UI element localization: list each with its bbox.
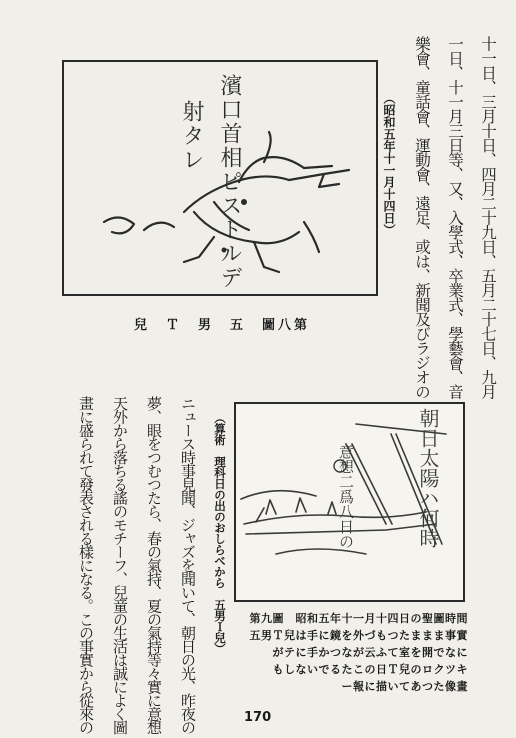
caption-line: 第九圖 昭和五年十一月十四日の聖圖時間 <box>249 612 468 625</box>
figure-8-drawing-text: 射タレ <box>179 100 204 172</box>
bottom-body-text <box>55 396 205 734</box>
caption-line: 五男Ｔ兒は手に鏡を外づもつたままま事實 <box>249 629 468 642</box>
figure-8-date: （昭和五年十一月十四日） <box>382 92 396 236</box>
caption-line: もしないでるたこの日Ｔ兒のロクツキ <box>272 663 468 676</box>
figure-8-drawing-text: 濱口首相ピストルデ <box>217 74 242 290</box>
figure-9-caption <box>236 610 468 700</box>
caption-line: ー報に描いてあつた像畫 <box>341 680 468 693</box>
top-body-text <box>405 36 505 399</box>
figure-9-drawing-text: 意想二爲八日の <box>337 444 355 549</box>
body-line: ニュース時事見聞、ジャズを聞いて、朝日の光、昨夜の <box>179 396 197 734</box>
figure-9-drawing <box>234 402 465 602</box>
figure-8-drawing <box>62 60 378 296</box>
body-line: 夢、眼をつむつたら、春の氣持、夏の氣持等々實に意想 <box>145 396 163 734</box>
body-line: 天外から落ちる謠のモチーフ、兒童の生活は誠によく圖 <box>111 396 129 734</box>
page-number: 170 <box>244 710 272 725</box>
figure-8-caption: 第八圖 五 男 Ｔ 兒 <box>134 318 311 333</box>
body-line: 十一日、三月十日、四月二十九日、五月二十七日、九月 <box>479 36 497 399</box>
body-line: 畫に盛られて發表される樣になる。この事實から從來の <box>77 396 95 734</box>
figure-9-note: （算術 理科日の出のおしらべから 五男Ｉ兒） <box>213 412 227 654</box>
figure-9-drawing-text: 朝日太陽ハ何時 <box>416 408 440 548</box>
body-line: 一日、十一月三日等、又、入學式、卒業式、學藝會、音 <box>446 36 464 399</box>
body-line: 樂會、童話會、運動會、遠足、或は、新聞及びラジオの <box>413 36 431 399</box>
caption-line: がテに手かつなが云ふて室を開でなに <box>272 646 468 659</box>
